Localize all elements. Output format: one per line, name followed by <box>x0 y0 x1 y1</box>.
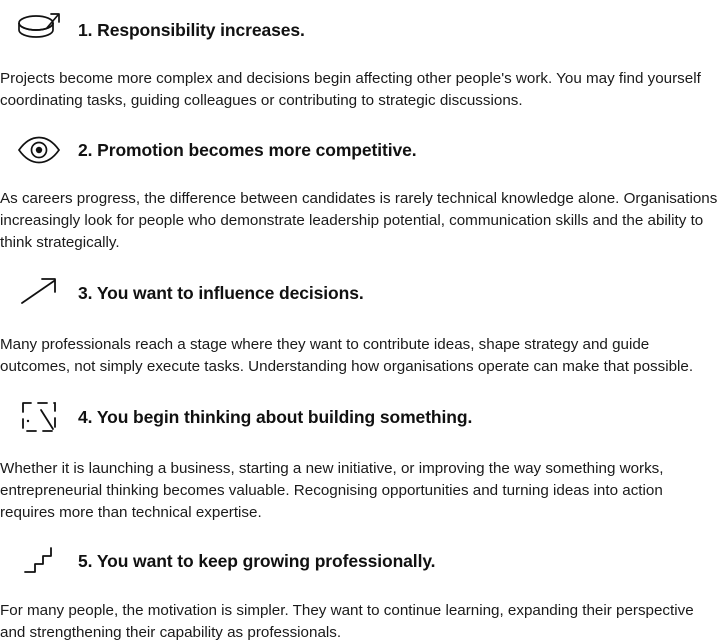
arrow-right-icon <box>0 271 78 315</box>
section-heading: 5. You want to keep growing professionally. <box>78 550 436 571</box>
section-header <box>0 122 722 178</box>
section-building <box>0 386 722 524</box>
section-body: Projects become more complex and decisions begin affecting other people's work. You may find yourself coordinating tasks, guiding colleagues or contributing to strategic discussions. <box>0 70 701 110</box>
section-header <box>0 262 722 324</box>
crop-frame-icon <box>0 396 78 438</box>
section-responsibility <box>0 0 722 112</box>
section-promotion <box>0 122 722 254</box>
section-growing <box>0 532 722 644</box>
section-heading: 2. Promotion becomes more competitive. <box>78 139 417 160</box>
section-header <box>0 0 722 60</box>
stacked-coins-arrow-icon <box>0 7 78 53</box>
section-body: As careers progress, the difference between candidates is rarely technical knowledge alone. Organisations increasingly look for people who demonstrate leadership potential, communication skills and the ability to think strategically. <box>0 190 718 252</box>
stairs-up-icon <box>0 542 78 580</box>
section-header <box>0 532 722 590</box>
section-heading: 1. Responsibility increases. <box>78 19 305 40</box>
section-body: For many people, the motivation is simpler. They want to continue learning, expanding their perspective and strengthening their capability as professionals. <box>0 602 694 642</box>
section-heading: 3. You want to influence decisions. <box>78 282 364 303</box>
section-header <box>0 386 722 448</box>
eye-icon <box>0 133 78 167</box>
section-body: Whether it is launching a business, starting a new initiative, or improving the way something works, entrepreneurial thinking becomes valuable. Recognising opportunities and turning ideas into action requires more than technical expertise. <box>0 460 664 522</box>
section-body: Many professionals reach a stage where they want to contribute ideas, shape strategy and guide outcomes, not simply execute tasks. Understanding how organisations operate can make that possible. <box>0 336 694 376</box>
section-influence <box>0 262 722 378</box>
section-heading: 4. You begin thinking about building something. <box>78 406 473 427</box>
